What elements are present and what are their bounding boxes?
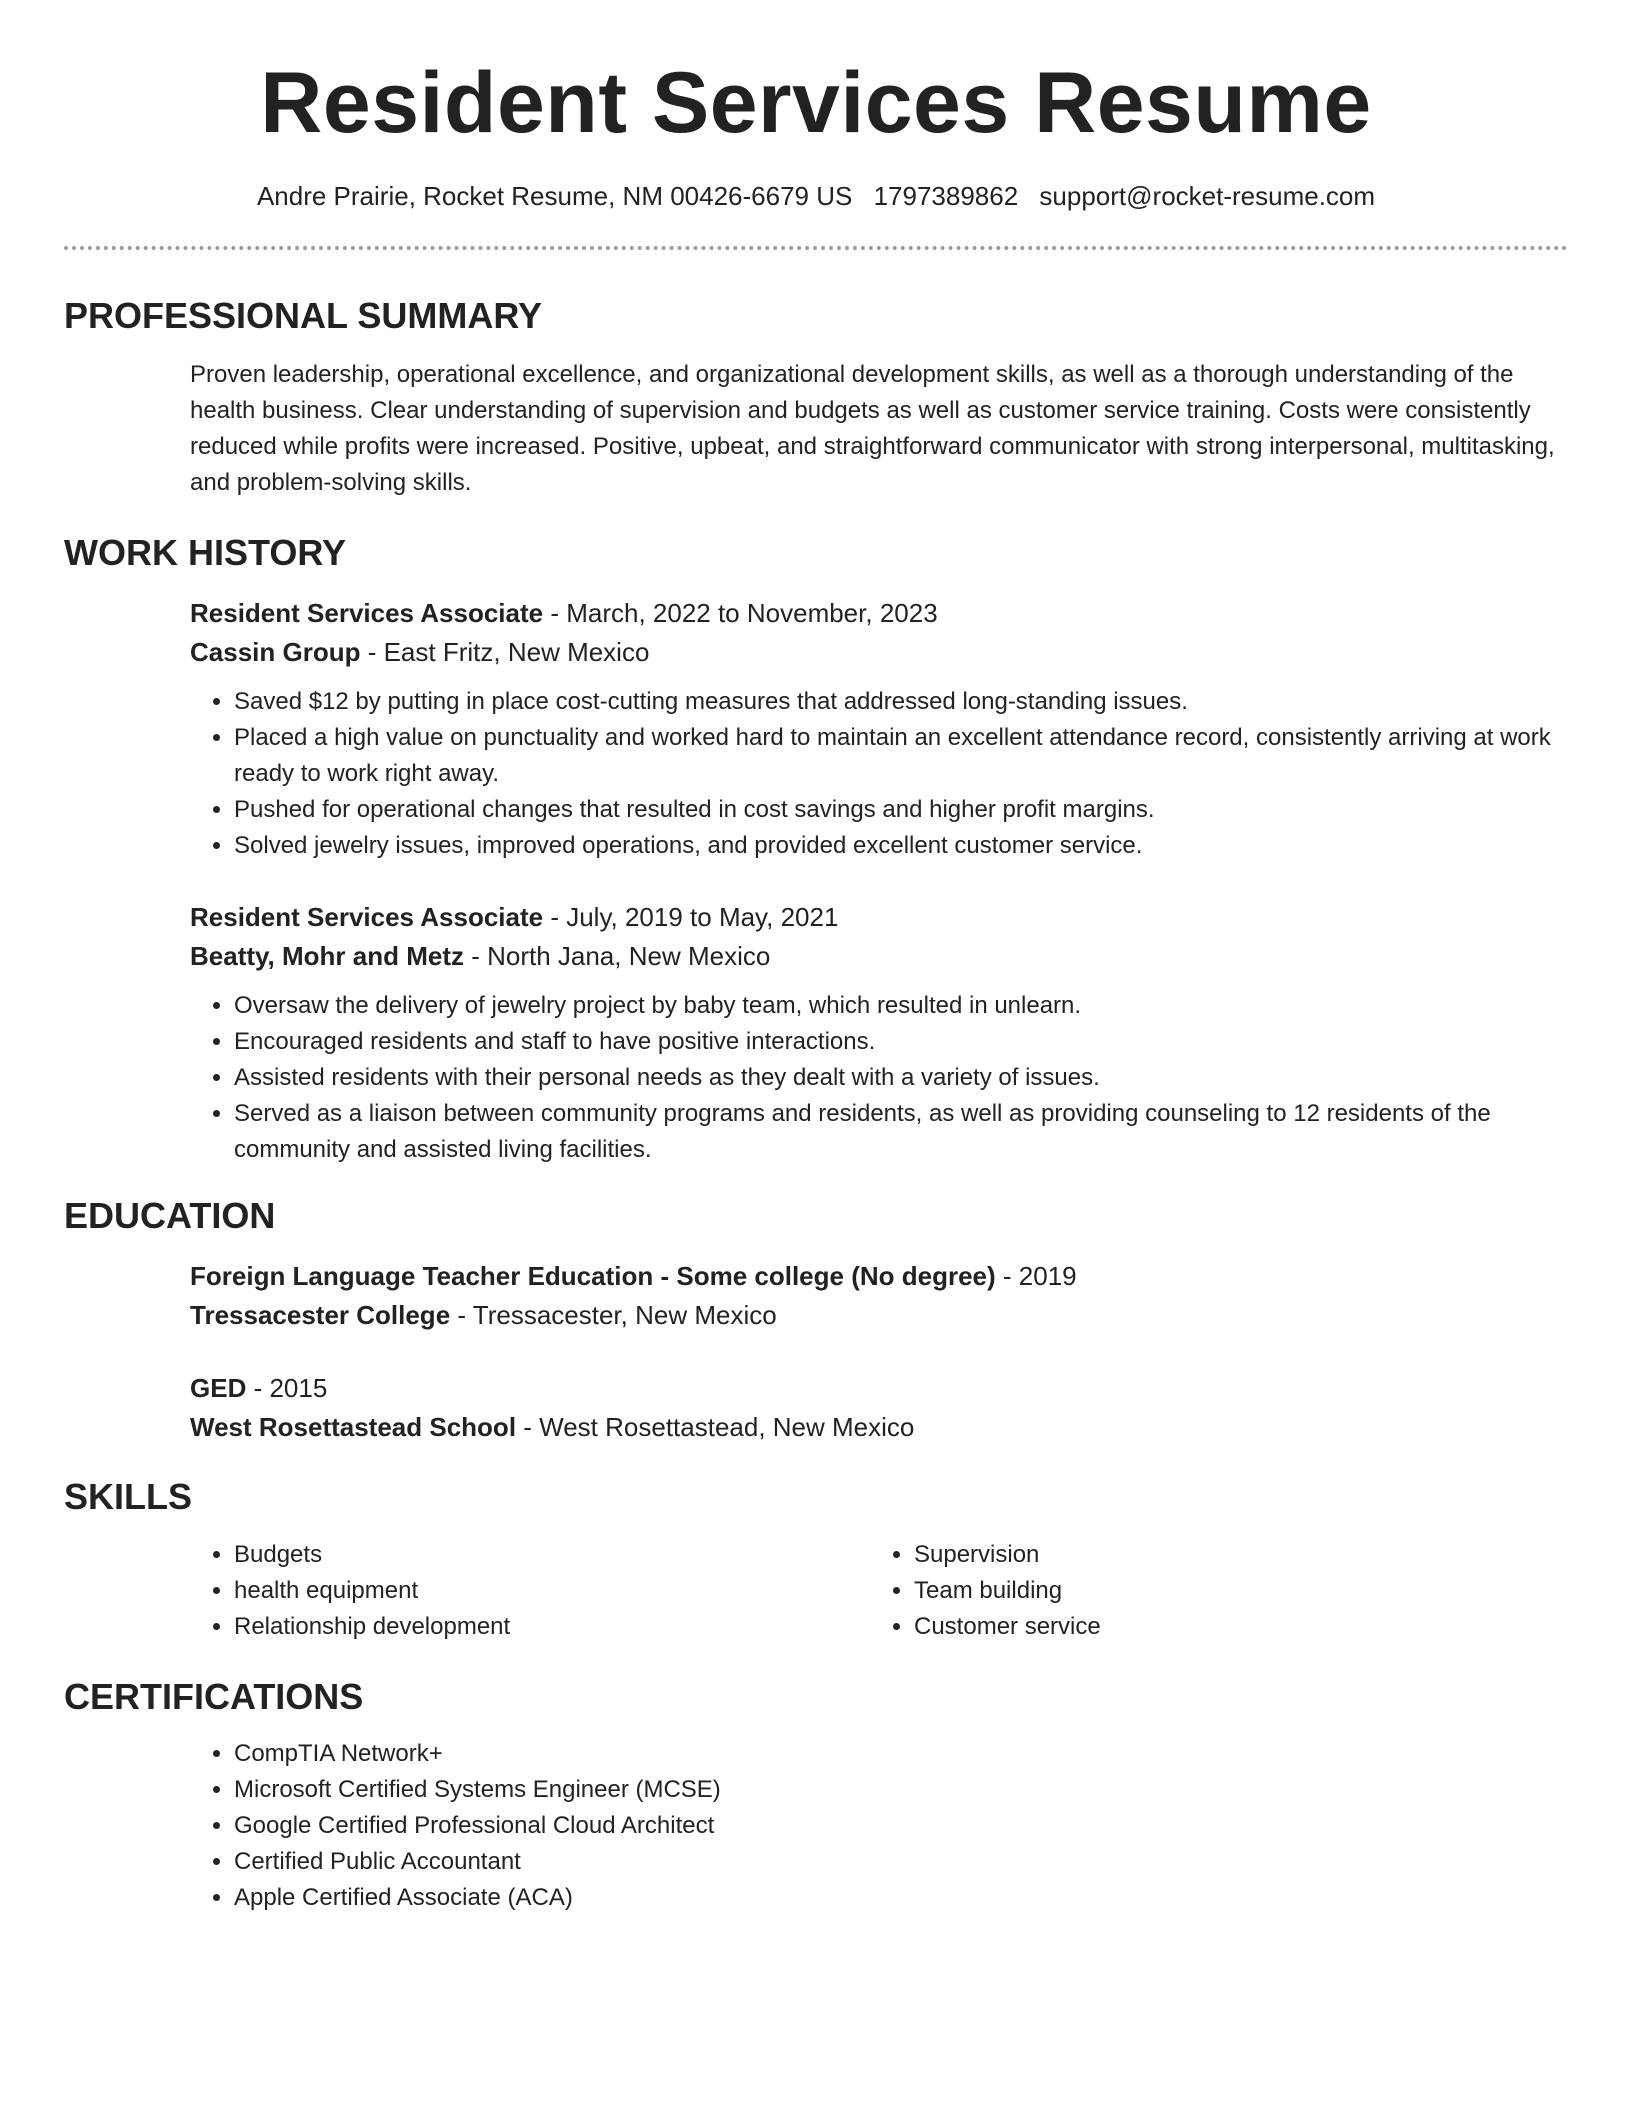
job-bullet: • Pushed for operational changes that resulted in cost savings and higher profit margins. [234, 792, 1568, 828]
education-school-line [190, 1408, 1568, 1447]
education-heading: EDUCATION [64, 1195, 276, 1237]
job-bullets [190, 684, 1568, 864]
job-entry [190, 898, 1568, 1168]
certifications-section [64, 1675, 1568, 1916]
education-section [64, 1194, 1568, 1447]
job-location: - North Jana, New Mexico [463, 941, 771, 972]
skills-list-right [870, 1537, 1568, 1645]
skill-item: • Team building [914, 1573, 1568, 1609]
job-location: - East Fritz, New Mexico [360, 637, 650, 668]
job-bullet: • Served as a liaison between community programs and residents, as well as providing counseling to 12 residents of the community and assisted living facilities. [234, 1096, 1568, 1168]
contact-email: support@rocket-resume.com [1039, 180, 1376, 211]
skill-item: • health equipment [234, 1573, 870, 1609]
skill-item: • Relationship development [234, 1609, 870, 1645]
certifications-body [190, 1736, 1568, 1916]
summary-body [190, 357, 1568, 501]
job-title-line [190, 594, 1568, 633]
education-entry [190, 1257, 1568, 1335]
education-degree: GED [190, 1373, 247, 1404]
education-degree-line [190, 1257, 1568, 1296]
certification-item: • CompTIA Network+ [234, 1736, 1568, 1772]
header-divider [64, 246, 1568, 250]
job-bullet: • Oversaw the delivery of jewelry project by baby team, which resulted in unlearn. [234, 988, 1568, 1024]
education-school: West Rosettastead School [190, 1412, 517, 1443]
summary-heading: PROFESSIONAL SUMMARY [64, 294, 543, 336]
contact-address: Andre Prairie, Rocket Resume, NM 00426-6679 US [256, 180, 853, 211]
work-heading: WORK HISTORY [64, 531, 347, 573]
resume-title: Resident Services Resume [260, 55, 1372, 151]
contact-phone: 1797389862 [873, 180, 1019, 211]
skills-grid [190, 1537, 1568, 1645]
job-company-line [190, 633, 1568, 672]
certification-item: • Certified Public Accountant [234, 1844, 1568, 1880]
work-body [190, 594, 1568, 1168]
skills-heading: SKILLS [64, 1476, 193, 1518]
summary-text: Proven leadership, operational excellence, and organizational development skills, as well as a thorough understanding of the health business. Clear understanding of supervision and budgets as well as customer service training. Costs were consistently reduced while profits were increased. Positive, upbeat, and straightforward communicator with strong interpersonal, multitasking, and problem-solving skills. [190, 360, 1555, 496]
education-school: Tressacester College [190, 1300, 451, 1331]
education-location: - West Rosettastead, New Mexico [516, 1412, 915, 1443]
job-bullet: • Solved jewelry issues, improved operations, and provided excellent customer service. [234, 828, 1568, 864]
education-body [190, 1257, 1568, 1447]
job-entry [190, 594, 1568, 864]
job-title-line [190, 898, 1568, 937]
job-company: Cassin Group [190, 637, 361, 668]
certification-item: • Google Certified Professional Cloud Architect [234, 1808, 1568, 1844]
skill-item: • Budgets [234, 1537, 870, 1573]
education-entry [190, 1369, 1568, 1447]
education-degree: Foreign Language Teacher Education - Some college (No degree) [190, 1261, 996, 1292]
job-bullets [190, 988, 1568, 1168]
job-bullet: • Encouraged residents and staff to have positive interactions. [234, 1024, 1568, 1060]
education-year: - 2019 [995, 1261, 1077, 1292]
certification-item: • Microsoft Certified Systems Engineer (MCSE) [234, 1772, 1568, 1808]
job-company-line [190, 937, 1568, 976]
certifications-heading: CERTIFICATIONS [64, 1675, 364, 1717]
summary-section [64, 294, 1568, 501]
education-degree-line [190, 1369, 1568, 1408]
certification-item: • Apple Certified Associate (ACA) [234, 1880, 1568, 1916]
job-bullet: • Assisted residents with their personal needs as they dealt with a variety of issues. [234, 1060, 1568, 1096]
education-year: - 2015 [246, 1373, 328, 1404]
skills-section [64, 1475, 1568, 1644]
job-title: Resident Services Associate [190, 598, 544, 629]
education-school-line [190, 1296, 1568, 1335]
job-company: Beatty, Mohr and Metz [190, 941, 464, 972]
job-dates: - March, 2022 to November, 2023 [543, 598, 938, 629]
job-title: Resident Services Associate [190, 902, 544, 933]
skills-list-left [190, 1537, 870, 1645]
education-location: - Tressacester, New Mexico [450, 1300, 777, 1331]
skill-item: • Customer service [914, 1609, 1568, 1645]
job-bullet: • Placed a high value on punctuality and worked hard to maintain an excellent attendance record, consistently arriving at work ready to work right away. [234, 720, 1568, 792]
contact-line [64, 181, 1568, 212]
skill-item: • Supervision [914, 1537, 1568, 1573]
work-section [64, 531, 1568, 1168]
certifications-list [190, 1736, 1568, 1916]
skills-body [190, 1537, 1568, 1645]
job-bullet: • Saved $12 by putting in place cost-cutting measures that addressed long-standing issues. [234, 684, 1568, 720]
job-dates: - July, 2019 to May, 2021 [543, 902, 839, 933]
